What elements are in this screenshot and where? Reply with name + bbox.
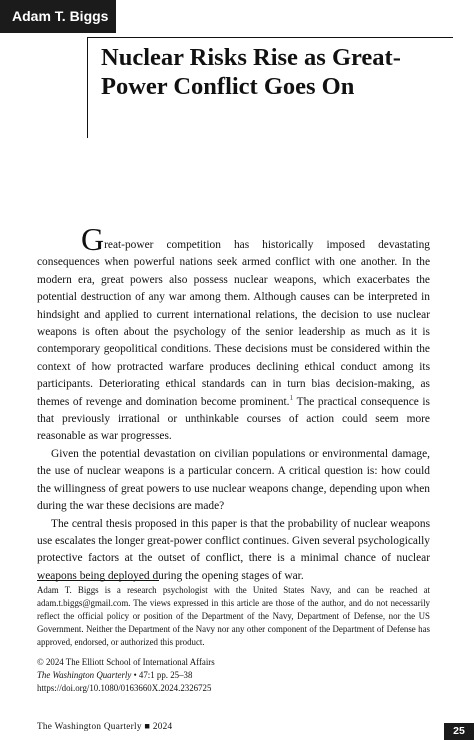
issue-pages: • 47:1 pp. 25–38 [131,670,193,680]
article-title: Nuclear Risks Rise as Great-Power Conflict Goes On [101,44,401,100]
paragraph-3: The central thesis proposed in this paper is that the probability of nuclear weapons use escalates the longer great-power conflict continues. Given several psychologically protective factors at the outset of conflict, there is a minimal chance of nuclear weapons being deployed during the opening stages of war. [37,517,430,582]
copyright-block [37,656,430,695]
paragraph-1-tail: The practical consequence is that previously irrational or unthinkable courses of action could seem more reasonable as war progresses. [37,395,430,443]
author-tab: Adam T. Biggs [0,0,116,33]
copyright-line: © 2024 The Elliott School of International Affairs [37,657,215,667]
page-number: 25 [444,723,474,740]
author-footnote: Adam T. Biggs is a research psychologist with the United States Navy, and can be reached at adam.t.biggs@gmail.com. The views expressed in this article are those of the author, and do not necessarily reflect the official policy or position of the Department of the Navy, Department of Defense, nor the US Government. Neither the Department of the Navy nor any other component of the Department of Defense has approved, endorsed, or authorized this product. [37,585,430,648]
paragraph-2: Given the potential devastation on civilian populations or environmental damage, the use of nuclear weapons is a particular concern. A critical question is: how could the willingness of great powers to use nuclear weapons change, depending upon when during the war these decisions are made? [37,447,430,513]
citation-line [37,669,430,682]
journal-name: The Washington Quarterly [37,670,132,680]
drop-cap: G [81,221,105,257]
footnote-reference[interactable]: 1 [289,392,294,402]
running-footer: The Washington Quarterly ■ 2024 [37,721,173,731]
paragraph-1 [37,221,430,446]
paragraph-1-text: reat-power competition has historically imposed devastating consequences when powerful nations seek armed conflict with one another. In the modern era, great powers also possess nuclear weapons, which exacerbates the potential destruction of any war among them. Although causes can be interpreted in hindsight and applied to current international relations, the decision to use nuclear weapons is often about the psychology of the senior leadership as much as it is contemporary geopolitical conditions. These decisions must be considered within the context of how protracted warfare produces declining ethical conduct among its participants. Deteriorating ethical standards can in turn bias decision-making, as themes of revenge and domination become prominent. [37,239,430,408]
footnote-divider [37,580,159,581]
article-body [37,221,430,585]
doi-link[interactable]: https://doi.org/10.1080/0163660X.2024.2326725 [37,683,212,693]
